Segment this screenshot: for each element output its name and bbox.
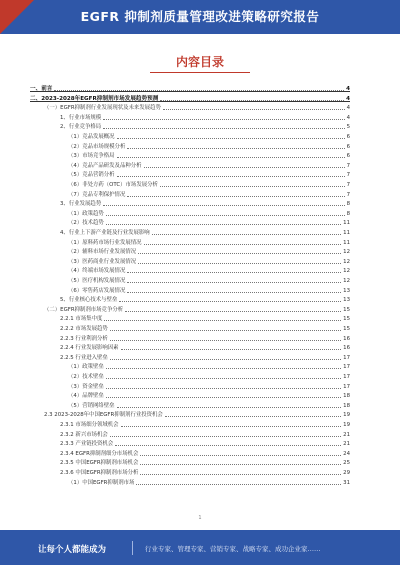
toc-entry[interactable] (68, 236, 350, 246)
toc-entry-label: 2.3.5 中国EGFR抑制剂市场机会 (60, 460, 139, 467)
toc-entry-page: 7 (346, 182, 350, 188)
toc-entry[interactable] (44, 408, 350, 418)
toc-entry-label: 3、行业发展趋势 (60, 201, 102, 208)
toc-heading: 内容目录 (175, 55, 224, 69)
toc-entry-page: 18 (343, 402, 350, 409)
page-number: 1 (198, 515, 202, 521)
toc-entry-page: 12 (343, 278, 350, 284)
toc-entry[interactable] (60, 341, 350, 351)
toc-entry-page: 4 (346, 105, 350, 112)
toc-entry-label: 1、行业市场规模 (60, 114, 102, 121)
toc-entry-label: （1）竞品发展概况 (68, 134, 115, 140)
toc-entry[interactable] (68, 370, 350, 380)
toc-entry-label: （一）EGFR抑制剂行业发展现状及未来发展趋势 (44, 105, 161, 112)
toc-entry-page: 8 (346, 201, 350, 208)
toc-entry-label: （5）竞品营销分析 (68, 172, 115, 179)
toc-entry[interactable] (68, 159, 350, 169)
footer-divider (132, 541, 133, 555)
toc-entry-label: 2、行业竞争格局 (60, 124, 102, 131)
toc-entry-page: 31 (343, 479, 350, 486)
toc-entry-page: 7 (346, 191, 350, 198)
toc-entry-label: （7）竞品专利保护情况 (68, 191, 126, 198)
toc-entry-label: 2.2.1 市场集中度 (60, 316, 103, 323)
toc-entry-page: 11 (343, 220, 350, 227)
toc-entry-label: 2.3 2023-2028年中国EGFR抑制剂行业投资机会 (44, 412, 163, 419)
toc-entry[interactable] (60, 332, 350, 342)
toc-entry[interactable] (68, 284, 350, 294)
toc-entry-label: （2）辅料市场行业发展情况 (68, 249, 137, 256)
toc-entry[interactable] (44, 303, 350, 313)
toc-entry[interactable] (68, 216, 350, 226)
toc-entry[interactable] (60, 322, 350, 332)
toc-entry-label: 2.3.2 新兴市场机会 (60, 431, 108, 438)
toc-entry[interactable] (68, 476, 350, 486)
toc-entry-label: 2.2.5 行业进入壁垒 (60, 354, 108, 361)
toc-entry-label: 2.2.4 行业发展影响因素 (60, 345, 119, 352)
toc-entry[interactable] (60, 226, 350, 236)
toc-entry-label: （3）市场竞争格局 (68, 153, 115, 160)
footer-slogan: 让每个人都能成为 (38, 545, 107, 555)
toc-entry[interactable] (60, 120, 350, 130)
toc-entry-label: 5、行业核心技术与壁垒 (60, 297, 118, 304)
toc-entry-label: （2）竞品市场规模分析 (68, 143, 126, 150)
toc-entry-page: 11 (343, 230, 350, 236)
toc-entry-label: （2）技术趋势 (68, 220, 104, 227)
toc-entry[interactable] (68, 380, 350, 390)
toc-entry-page: 19 (343, 412, 350, 419)
toc-entry-label: （3）资金壁垒 (68, 383, 104, 390)
toc-entry-page: 11 (343, 239, 350, 246)
toc-entry[interactable] (68, 360, 350, 370)
toc-entry-page: 4 (346, 86, 350, 92)
header-bar (0, 0, 400, 34)
toc-entry-label: （6）零售药店发展情况 (68, 287, 126, 294)
toc-entry-label: （二）EGFR抑制剂市场竞争分析 (44, 306, 124, 313)
toc-entry-page: 12 (343, 268, 350, 275)
toc-entry[interactable] (68, 274, 350, 284)
toc-entry-page: 5 (346, 124, 350, 131)
toc-entry[interactable] (68, 168, 350, 178)
toc-entry[interactable] (68, 140, 350, 150)
toc-entry[interactable] (60, 418, 350, 428)
toc-entry-page: 17 (343, 354, 350, 361)
toc-entry-page: 4 (346, 95, 350, 102)
toc-entry-page: 24 (343, 450, 350, 457)
toc-entry-label: （3）医药商业行业发展情况 (68, 258, 137, 265)
toc-entry-label: （4）品牌壁垒 (68, 393, 104, 400)
toc-entry-label: 2.3.6 中国EGFR抑制剂市场分析 (60, 470, 139, 476)
toc-entry-label: （4）竞品产品研发及品种分析 (68, 162, 142, 169)
toc-entry-page: 17 (343, 383, 350, 390)
toc-entry[interactable] (60, 351, 350, 361)
toc-entry-page: 8 (346, 210, 350, 217)
toc-entry-label: （5）医疗机构发展情况 (68, 278, 126, 284)
toc-entry-label: 2.3.3 产业链投资机会 (60, 441, 114, 448)
toc-entry-label: 二、2023-2028年EGFR抑制剂市场发展趋势预测 (30, 95, 159, 102)
toc-entry-label: （1）中国EGFR抑制剂市场 (68, 479, 135, 486)
toc-entry-page: 17 (343, 374, 350, 380)
toc-entry-label: （1）政策趋势 (68, 210, 104, 217)
toc-entry-page: 7 (346, 172, 350, 179)
toc-entry-page: 29 (343, 470, 350, 476)
toc-entry[interactable] (60, 428, 350, 438)
toc-entry-page: 12 (343, 258, 350, 265)
toc-entry[interactable] (60, 293, 350, 303)
toc-entry-label: 2.3.1 市场细分领域机会 (60, 422, 119, 428)
toc-entry-label: （6）非处方药（OTC）市场发展分析 (68, 182, 158, 188)
toc-entry-page: 25 (343, 460, 350, 467)
toc-entry[interactable] (68, 245, 350, 255)
toc-entry-label: （5）营销网络壁垒 (68, 402, 115, 409)
toc-entry-page: 6 (346, 134, 350, 140)
toc-entry[interactable] (68, 178, 350, 188)
toc-entry-label: 2.2.3 行业利润分析 (60, 335, 108, 342)
toc-entry-label: 一、前言 (30, 86, 53, 92)
toc-entry-page: 15 (343, 316, 350, 323)
footer-bar (0, 530, 400, 565)
toc-entry[interactable] (60, 447, 350, 457)
toc-entry-page: 21 (343, 431, 350, 438)
toc-entry-page: 19 (343, 422, 350, 428)
toc-entry-page: 15 (343, 326, 350, 332)
toc-entry-label: （4）终端市场发展情况 (68, 268, 126, 275)
toc-heading-rule (150, 72, 250, 73)
toc-entry-page: 18 (343, 393, 350, 400)
toc-entry-page: 15 (343, 306, 350, 313)
toc-entry-page: 13 (343, 297, 350, 304)
toc-entry-page: 17 (343, 364, 350, 371)
toc-entry-label: 2.2.2 市场发展趋势 (60, 326, 108, 332)
toc-entry-label: 4、行业上下游产业链及行业发展影响 (60, 230, 150, 236)
toc-entry[interactable] (68, 389, 350, 399)
toc-entry[interactable] (44, 101, 350, 111)
footer-tagline: 行业专家、管理专家、营销专家、战略专家、成功企业家…… (145, 545, 321, 553)
toc-entry-page: 21 (343, 441, 350, 448)
toc-entry-page: 7 (346, 162, 350, 169)
toc-entry-label: （1）原料药市场行业发展情况 (68, 239, 142, 246)
toc-entry-page: 6 (346, 143, 350, 150)
toc-entry[interactable] (68, 188, 350, 198)
toc-entry[interactable] (68, 399, 350, 409)
toc-entry-page: 16 (343, 345, 350, 352)
toc-entry-page: 13 (343, 287, 350, 294)
toc-entry[interactable] (68, 207, 350, 217)
toc-entry[interactable] (68, 130, 350, 140)
toc-leader-dots (136, 484, 341, 485)
toc-entry[interactable] (60, 456, 350, 466)
toc-entry-page: 4 (346, 114, 350, 121)
toc-entry-label: （1）政策壁垒 (68, 364, 104, 371)
toc-entry[interactable] (60, 466, 350, 476)
toc-entry[interactable] (60, 312, 350, 322)
toc-entry-page: 16 (343, 335, 350, 342)
toc-entry[interactable] (68, 149, 350, 159)
toc-entry-page: 6 (346, 153, 350, 160)
toc-entry-label: 2.3.4 EGFR抑制剂细分市场机会 (60, 450, 139, 457)
report-title: EGFR 抑制剂质量管理改进策略研究报告 (80, 9, 320, 24)
toc-entry[interactable] (60, 111, 350, 121)
toc-entry[interactable] (60, 437, 350, 447)
toc-entry[interactable] (60, 197, 350, 207)
toc-entry-page: 12 (343, 249, 350, 256)
toc-entry[interactable] (68, 255, 350, 265)
toc-entry-label: （2）技术壁垒 (68, 374, 104, 380)
toc-entry[interactable] (68, 264, 350, 274)
